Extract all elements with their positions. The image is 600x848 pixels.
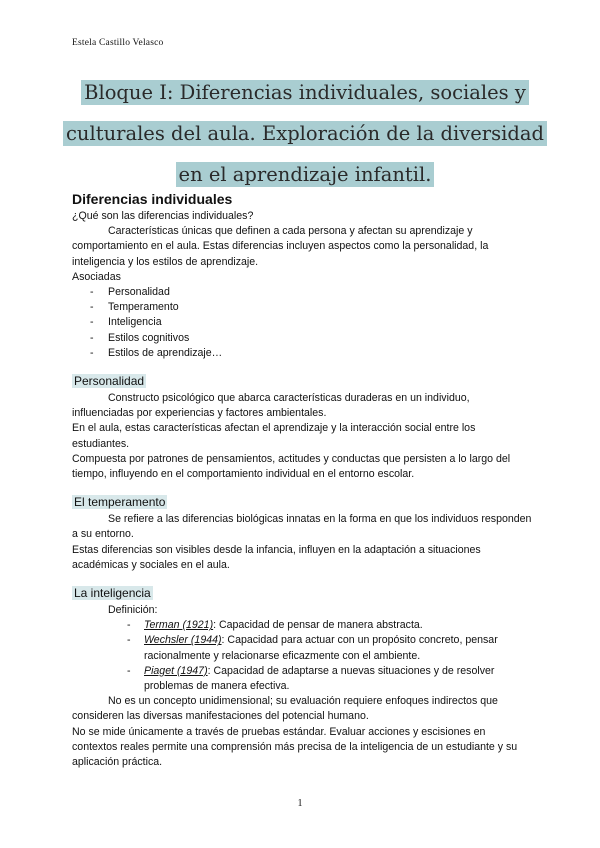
- paragraph: En el aula, estas características afectan el aprendizaje y la interacción social entre los estudiantes.: [72, 422, 476, 450]
- paragraph: No se mide únicamente a través de pruebas estándar. Evaluar acciones y escisiones en contextos reales permite una comprensión más precisa de la inteligencia de un estudiante y su aplicación práctica.: [72, 725, 518, 769]
- list-item: - Estilos cognitivos: [72, 331, 532, 346]
- heading-personalidad: [72, 373, 532, 389]
- document-body: [72, 190, 532, 770]
- associated-list: [72, 285, 532, 361]
- list-item: - Inteligencia: [72, 315, 532, 330]
- definition-text: : Capacidad de pensar de manera abstracta.: [213, 619, 423, 632]
- list-item: - Temperamento: [72, 300, 532, 315]
- heading-temperamento: [72, 494, 532, 510]
- definition-text: : Capacidad para actuar con un propósito concreto, pensar racionalmente y relacionarse eficazmente con el ambiente.: [144, 634, 498, 662]
- paragraph: Se refiere a las diferencias biológicas innatas en la forma en que los individuos responden a su entorno.: [72, 513, 532, 541]
- list-item: - Estilos de aprendizaje…: [72, 346, 532, 361]
- paragraph: Compuesta por patrones de pensamientos, actitudes y conductas que persisten a lo largo del tiempo, influyendo en el comportamiento individual en el entorno escolar.: [72, 452, 511, 481]
- paragraph: No es un concepto unidimensional; su evaluación requiere enfoques indirectos que consideren las diversas manifestaciones del potencial humano.: [72, 695, 498, 723]
- paragraph: Estas diferencias son visibles desde la infancia, influyen en la adaptación a situaciones académicas y sociales en el aula.: [72, 543, 481, 571]
- page-title-text: Bloque I: Diferencias individuales, sociales y culturales del aula. Exploración de la diversidad en el aprendizaje infantil.: [63, 80, 547, 187]
- header-author: Estela Castillo Velasco: [72, 38, 164, 48]
- definition-author: Wechsler (1944): [144, 634, 222, 647]
- definition-label: Definición:: [108, 604, 158, 617]
- definitions-list: [72, 618, 532, 694]
- heading-diferencias: Diferencias individuales: [72, 191, 233, 207]
- question: ¿Qué son las diferencias individuales?: [72, 210, 254, 222]
- associated-label: Asociadas: [72, 270, 121, 283]
- heading-temperamento-text: El temperamento: [74, 495, 166, 510]
- heading-personalidad-text: Personalidad: [74, 374, 145, 389]
- page-title: [60, 72, 550, 195]
- definition-text: : Capacidad de adaptarse a nuevas situaciones y de resolver problemas de manera efectiva.: [144, 664, 495, 693]
- paragraph: Constructo psicológico que abarca características duraderas en un individuo, influenciadas por experiencias y factores ambientales.: [72, 392, 470, 420]
- definition-author: Terman (1921): [144, 619, 214, 632]
- list-item: - Personalidad: [72, 285, 532, 300]
- heading-inteligencia-text: La inteligencia: [74, 586, 151, 601]
- heading-inteligencia: [72, 585, 532, 601]
- definition-author: Piaget (1947): [144, 664, 208, 677]
- list-item: [72, 633, 532, 663]
- definition-paragraph: Características únicas que definen a cada persona y afectan su aprendizaje y comportamiento en el aula. Estas diferencias incluyen aspectos como la personalidad, la inteligencia y los estilos de aprendizaje.: [72, 225, 489, 268]
- list-item: [72, 664, 532, 694]
- page-number: 1: [297, 798, 303, 809]
- list-item: [72, 618, 532, 633]
